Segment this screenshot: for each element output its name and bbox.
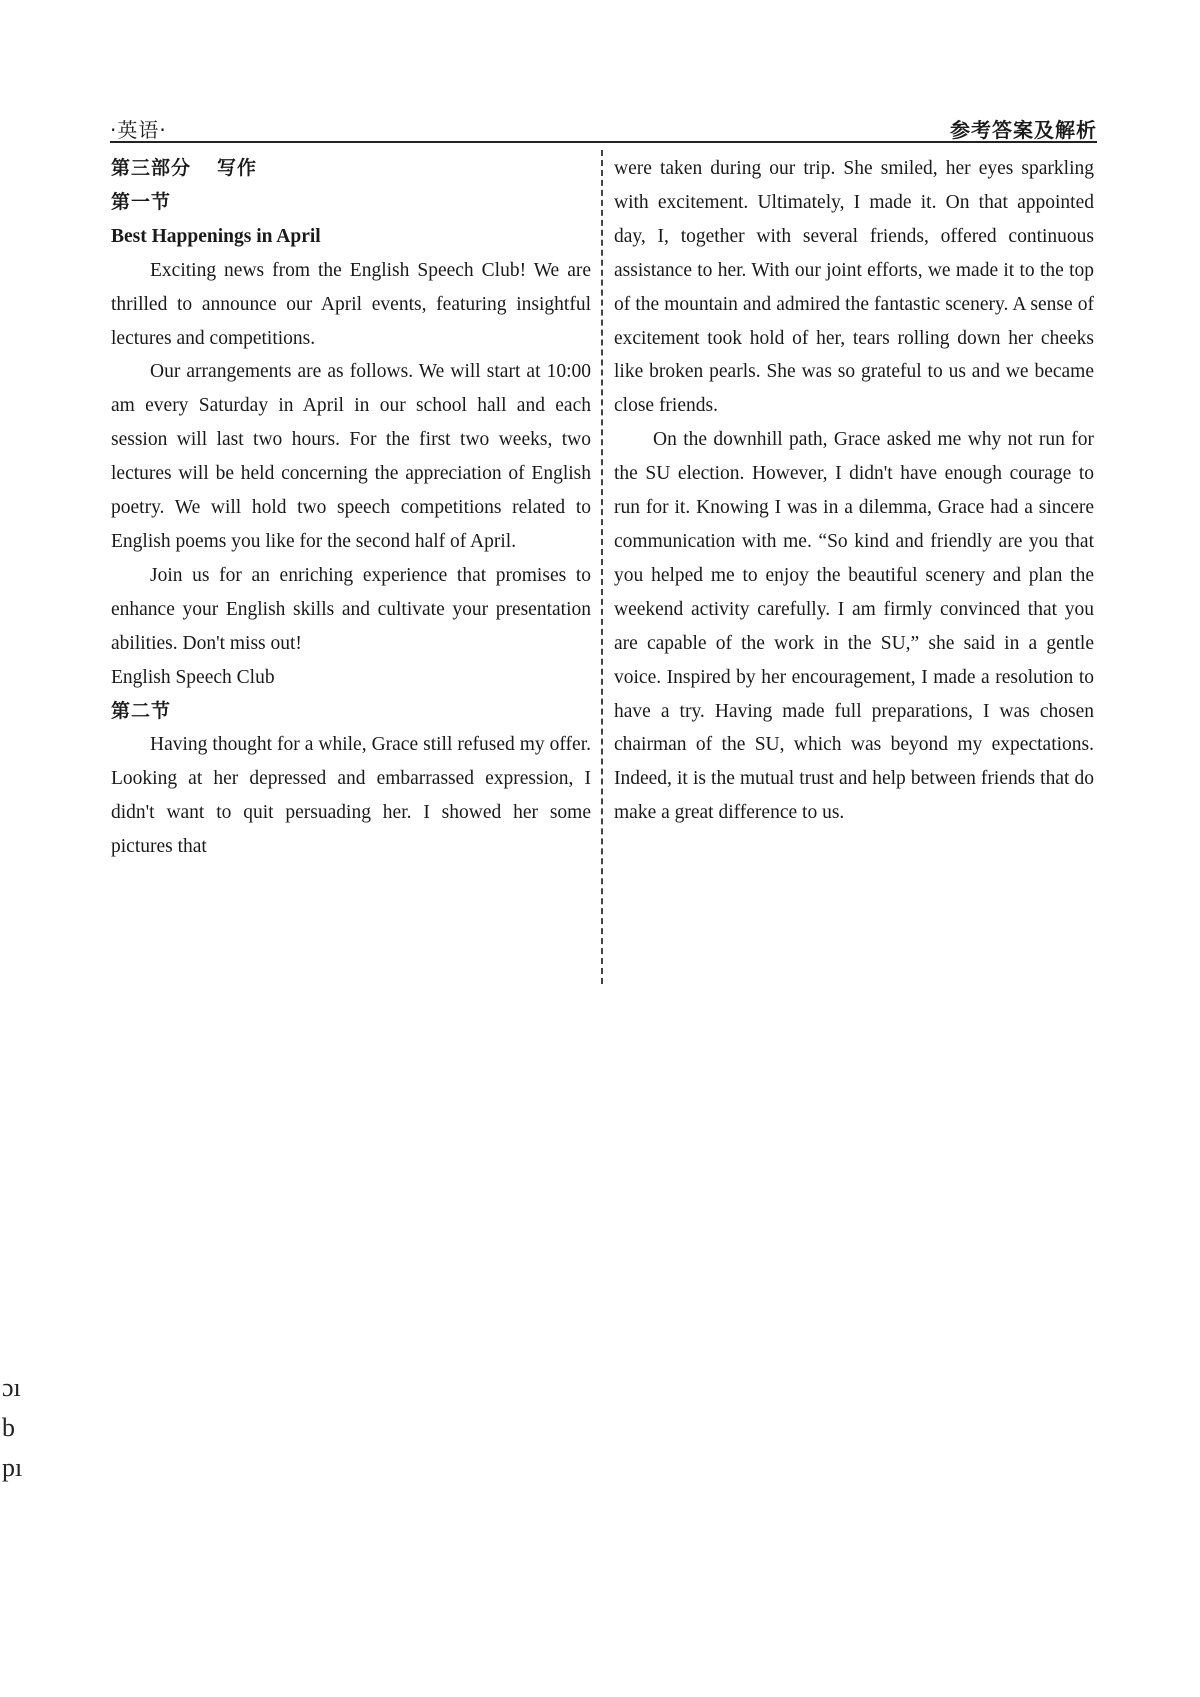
header-rule: [110, 141, 1097, 143]
section2-paragraph-2: On the downhill path, Grace asked me why not run for the SU election. However, I didn't have enough courage to run for it. Knowing I was in a dilemma, Grace had a sincere communication with me. “So kind and friendly are you that you helped me to enjoy the beautiful scenery and plan the weekend activity carefully. I am firmly convinced that you are capable of the work in the SU,” she said in a gentle voice. Inspired by her encouragement, I made a resolution to have a try. Having made full preparations, I was chosen chairman of the SU, which was beyond my expectations. Indeed, it is the mutual trust and help between friends that do make a great difference to us.: [614, 429, 1094, 824]
margin-fragment: b: [2, 1413, 15, 1442]
subject-label: ·英语·: [110, 118, 167, 142]
section2-paragraph-1-start: Having thought for a while, Grace still refused my offer. Looking at her depressed and embarrassed expression, I didn't want to quit persuading her. I showed her some pictures that: [111, 734, 591, 858]
margin-fragment: pı: [2, 1453, 23, 1482]
part-label: 第三部分: [111, 157, 192, 179]
signature: English Speech Club: [111, 666, 275, 688]
column-divider: [601, 150, 603, 984]
left-column: [111, 152, 591, 864]
essay-title: Best Happenings in April: [111, 225, 321, 247]
page-header: [110, 112, 1097, 142]
section2-paragraph-1-continued: were taken during our trip. She smiled, her eyes sparkling with excitement. Ultimately, I made it. On that appointed day, I, together with several friends, offered continuous assistance to her. With our joint efforts, we made it to the top of the mountain and admired the fantastic scenery. A sense of excitement took hold of her, tears rolling down her cheeks like broken pearls. She was so grateful to us and we became close friends.: [614, 158, 1094, 417]
part-heading: [111, 152, 591, 186]
section1-paragraph-1: Exciting news from the English Speech Club! We are thrilled to announce our April events, featuring insightful lectures and competitions.: [111, 259, 591, 349]
part-title: 写作: [217, 157, 258, 179]
section1-paragraph-2: Our arrangements are as follows. We will start at 10:00 am every Saturday in April in our school hall and each session will last two hours. For the first two weeks, two lectures will be held concerning the appreciation of English poetry. We will hold two speech competitions related to English poems you like for the second half of April.: [111, 361, 591, 552]
margin-fragment: ɔı: [2, 1373, 21, 1402]
answer-key-label: 参考答案及解析: [950, 118, 1097, 142]
section1-paragraph-3: Join us for an enriching experience that promises to enhance your English skills and cultivate your presentation abilities. Don't miss out!: [111, 564, 591, 654]
right-column: [614, 152, 1094, 830]
margin-fragments: [2, 1368, 22, 1488]
section2-label: 第二节: [111, 699, 172, 722]
section1-label: 第一节: [111, 190, 172, 213]
